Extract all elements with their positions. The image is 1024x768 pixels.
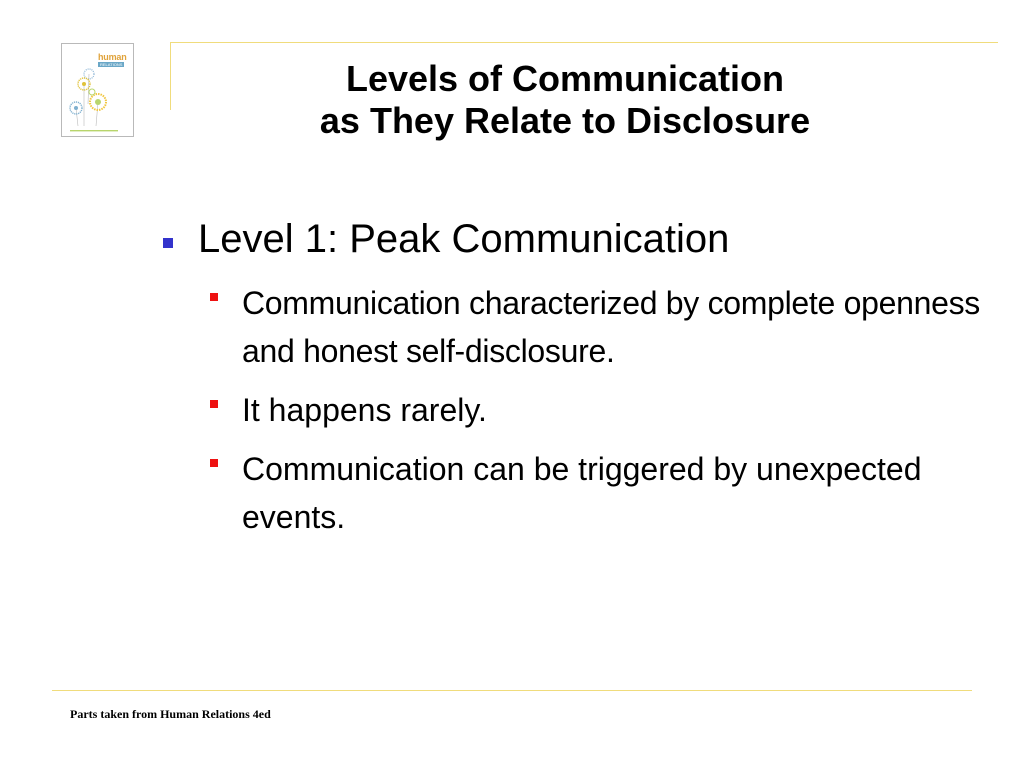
top-divider-vertical-line xyxy=(170,42,171,110)
list-item xyxy=(210,279,1010,375)
slide-title-line-1: Levels of Communication xyxy=(345,58,785,99)
book-cover-image xyxy=(61,43,134,137)
footer-source-note: Parts taken from Human Relations 4ed xyxy=(70,707,271,721)
point-text: Communication characterized by complete openness and honest self-disclosure. xyxy=(242,285,980,369)
point-text: Communication can be triggered by unexpected events. xyxy=(242,451,922,535)
slide-title xyxy=(175,58,955,142)
point-text: It happens rarely. xyxy=(242,392,487,428)
square-bullet-icon xyxy=(210,459,218,467)
square-bullet-icon xyxy=(210,293,218,301)
list-item xyxy=(210,445,1010,541)
slide-title-line-2: as They Relate to Disclosure xyxy=(319,100,811,141)
square-bullet-icon xyxy=(210,400,218,408)
book-cover-subtitle: RELATIONS xyxy=(100,62,123,67)
level-heading: Level 1: Peak Communication xyxy=(198,217,730,261)
book-cover-title: human xyxy=(98,52,127,62)
point-list xyxy=(210,279,1010,552)
square-bullet-icon xyxy=(163,238,173,248)
footer-divider-line xyxy=(52,690,972,691)
list-item xyxy=(210,386,1010,434)
top-divider-line xyxy=(170,42,998,43)
